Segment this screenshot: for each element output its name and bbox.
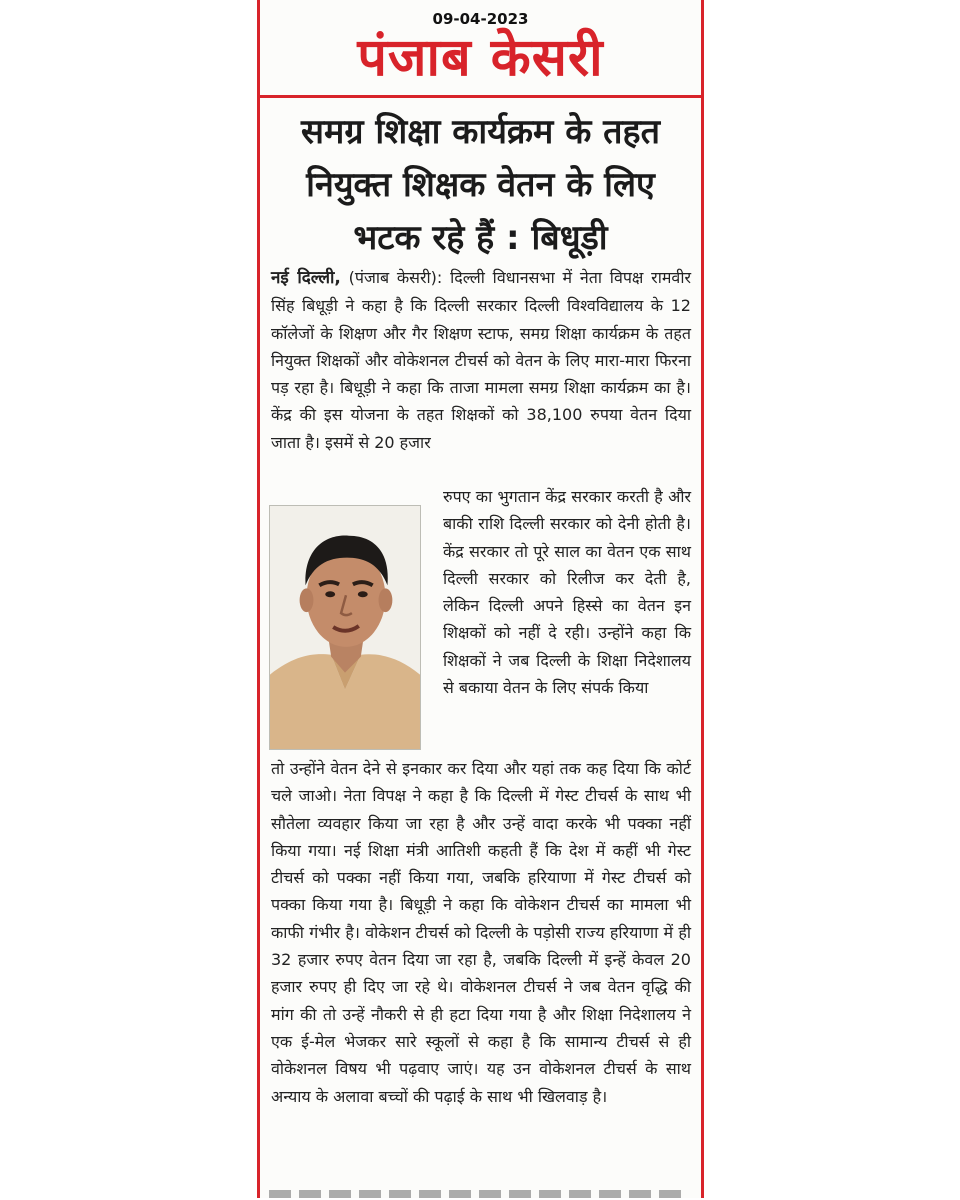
article-paragraph-1-text: (पंजाब केसरी): दिल्ली विधानसभा में नेता विपक्ष रामवीर सिंह बिधूड़ी ने कहा है कि दिल्ली सरकार दिल्ली विश्वविद्यालय के 12 कॉलेजों के शिक्षण और गैर शिक्षण स्टाफ, समग्र शिक्षा कार्यक्रम के तहत नियुक्त शिक्षकों और वोकेशनल टीचर्स को वेतन के लिए मारा-मारा फिरना पड़ रहा है। बिधूड़ी ने कहा कि ताजा मामला समग्र शिक्षा कार्यक्रम का है। केंद्र की इस योजना के तहत शिक्षकों को 38,100 रुपया वेतन दिया जाता है। इसमें से 20 हजार — [271, 268, 692, 452]
article-paragraph-1 — [271, 264, 691, 456]
article-headline: समग्र शिक्षा कार्यक्रम के तहत नियुक्त शिक्षक वेतन के लिए भटक रहे हैं : बिधूड़ी — [301, 112, 660, 258]
article-dateline: नई दिल्ली, — [271, 268, 341, 288]
newspaper-logo: पंजाब केसरी — [357, 28, 604, 88]
newspaper-clipping — [257, 0, 704, 1198]
publication-date: 09-04-2023 — [432, 10, 529, 28]
clipping-cut-edge — [269, 1190, 689, 1198]
article-paragraph-3: तो उन्होंने वेतन देने से इनकार कर दिया और यहां तक कह दिया कि कोर्ट चले जाओ। नेता विपक्ष ने कहा है कि दिल्ली में गेस्ट टीचर्स के साथ भी सौतेला व्यवहार किया जा रहा है और उन्हें वादा करके भी पक्का नहीं किया गया। नई शिक्षा मंत्री आतिशी कहती हैं कि देश में कहीं भी गेस्ट टीचर्स को पक्का नहीं किया गया, जबकि हरियाणा में गेस्ट टीचर्स को पक्का किया गया है। बिधूड़ी ने कहा कि वोकेशन टीचर्स का मामला भी काफी गंभीर है। वोकेशन टीचर्स को दिल्ली के पड़ोसी राज्य हरियाणा में ही 32 हजार रुपए वेतन दिया जा रहा है, जबकि दिल्ली में इन्हें केवल 20 हजार रुपए ही दिए जा रहे थे। वोकेशनल टीचर्स ने जब वेतन वृद्धि की मांग की तो उन्हें नौकरी से ही हटा दिया गया है और शिक्षा निदेशालय ने एक ई-मेल भेजकर सारे स्कूलों से कहा है कि सामान्य टीचर्स से ही वोकेशनल विषय भी पढ़वाए जाएं। यह उन वोकेशनल टीचर्स के साथ अन्याय के अलावा बच्चों की पढ़ाई के साथ भी खिलवाड़ है। — [271, 759, 691, 1106]
portrait-photo-icon — [269, 505, 421, 750]
article-paragraph-2: रुपए का भुगतान केंद्र सरकार करती है और बाकी राशि दिल्ली सरकार को देनी होती है। केंद्र सरकार तो पूरे साल का वेतन एक साथ दिल्ली सरकार को रिलीज कर देती है, लेकिन दिल्ली अपने हिस्से का वेतन इन शिक्षकों को नहीं दे रही। उन्होंने कहा कि शिक्षकों ने जब दिल्ली के शिक्षा निदेशालय से बकाया वेतन के लिए संपर्क किया — [443, 487, 691, 698]
masthead — [260, 0, 701, 98]
